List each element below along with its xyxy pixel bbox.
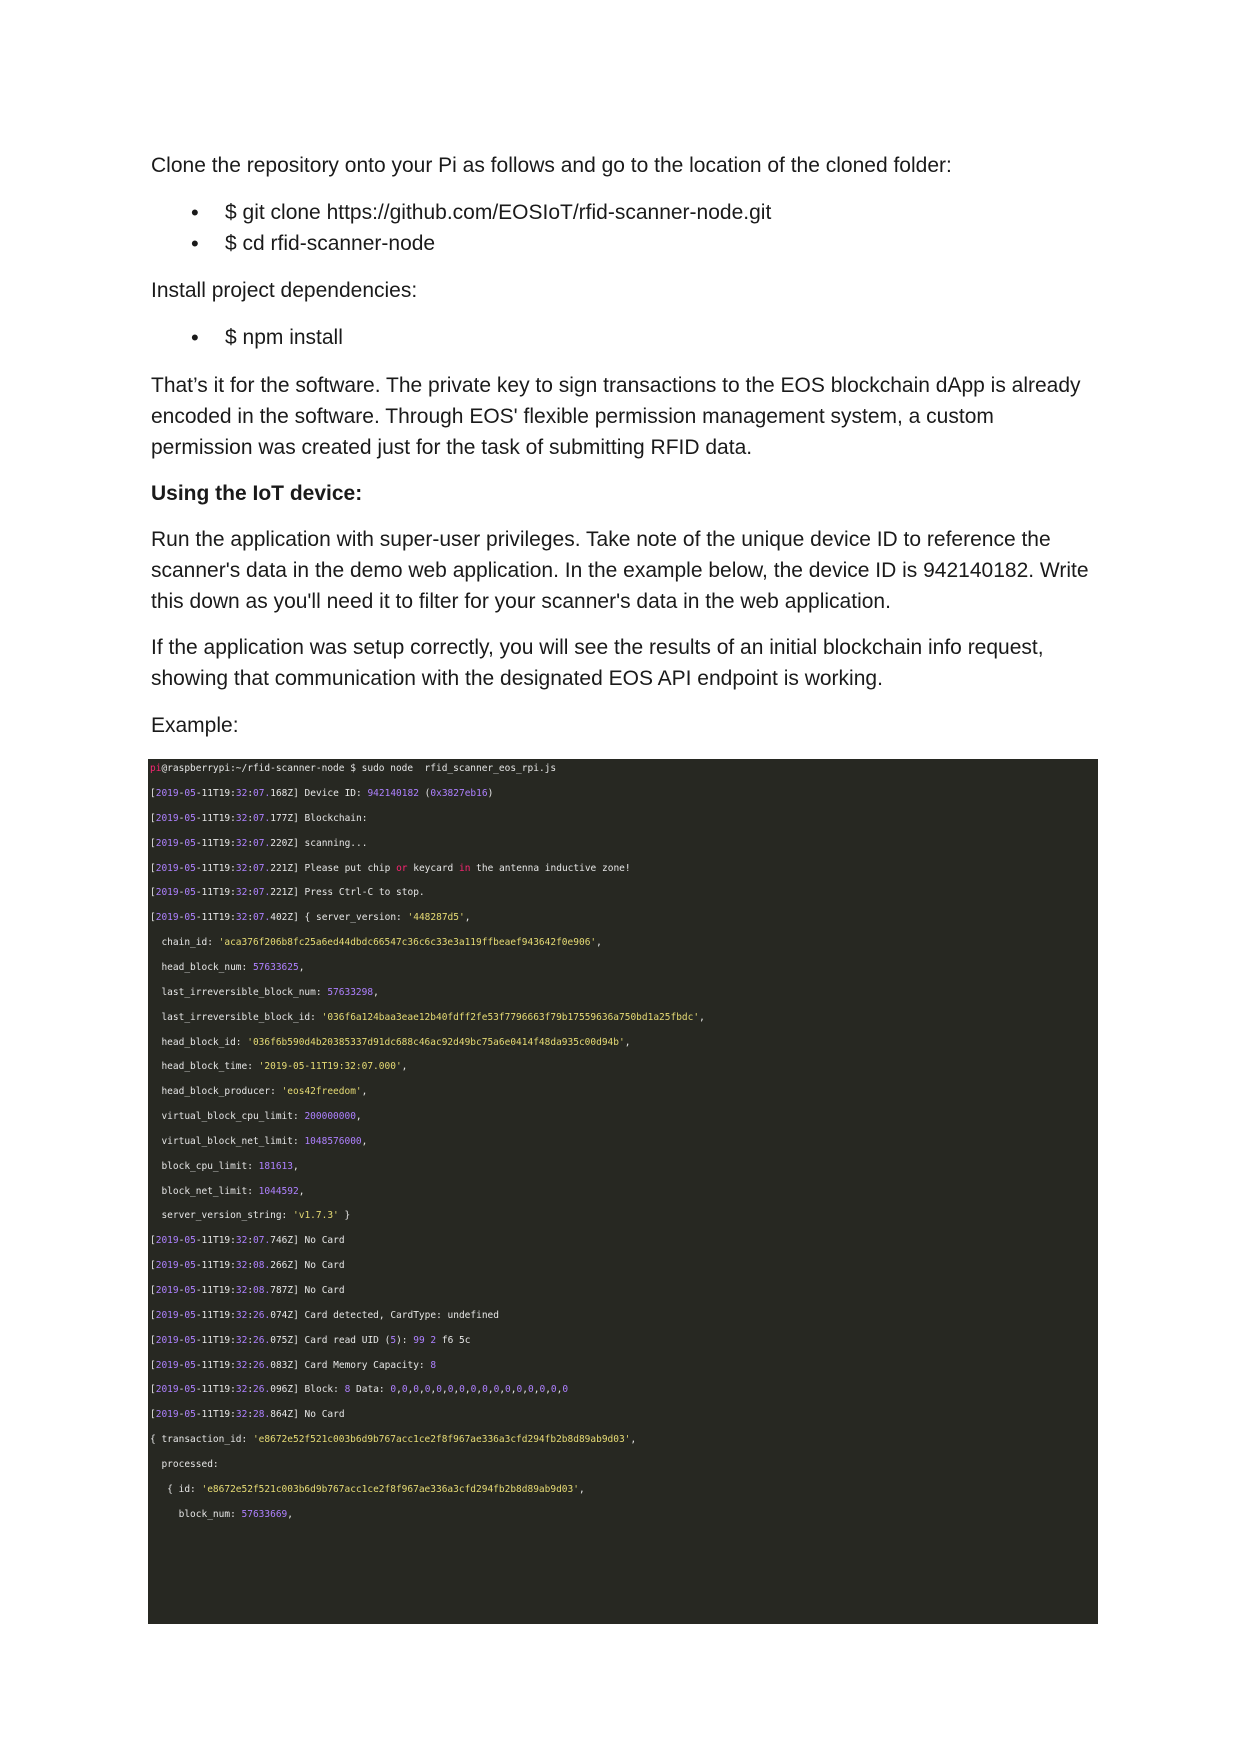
run-paragraph: Run the application with super-user privileges. Take note of the unique device ID to reference the scanner's data in the demo web application. In the example below, the device ID is 942140182. Write this down as you'll need it to filter for your scanner's data in the web application. — [151, 528, 1089, 613]
terminal-line: { transaction_id: 'e8672e52f521c003b6d9b767acc1ce2f8f967ae336a3cfd294fb2b8d89ab9d03', — [150, 1434, 637, 1446]
terminal-line: virtual_block_cpu_limit: 200000000, — [150, 1111, 362, 1123]
terminal-line: [2019-05-11T19:32:28.864Z] No Card — [150, 1409, 345, 1421]
terminal-line: server_version_string: 'v1.7.3' } — [150, 1210, 351, 1222]
intro-paragraph: Clone the repository onto your Pi as follows and go to the location of the cloned folder: — [151, 154, 952, 177]
terminal-line: [2019-05-11T19:32:07.221Z] Press Ctrl-C to stop. — [150, 887, 425, 899]
terminal-line: head_block_producer: 'eos42freedom', — [150, 1086, 368, 1098]
terminal-line: [2019-05-11T19:32:26.083Z] Card Memory Capacity: 8 — [150, 1359, 437, 1371]
terminal-line: [2019-05-11T19:32:07.177Z] Blockchain: — [150, 812, 368, 824]
terminal-line: block_num: 57633669, — [150, 1508, 294, 1520]
terminal-line: [2019-05-11T19:32:08.266Z] No Card — [150, 1260, 345, 1272]
terminal-line: head_block_id: '036f6b590d4b20385337d91dc688c46ac92d49bc75a6e0414f48da935c00d94b', — [150, 1036, 631, 1048]
terminal-line: [2019-05-11T19:32:07.746Z] No Card — [150, 1235, 345, 1247]
terminal-line: block_net_limit: 1044592, — [150, 1185, 305, 1197]
terminal-line: [2019-05-11T19:32:26.075Z] Card read UID (5): 99 2 f6 5c — [150, 1334, 471, 1346]
terminal-line: block_cpu_limit: 181613, — [150, 1160, 299, 1172]
terminal-line: [2019-05-11T19:32:26.096Z] Block: 8 Data: 0,0,0,0,0,0,0,0,0,0,0,0,0,0,0,0 — [150, 1384, 569, 1396]
cd-step: • $ cd rfid-scanner-node — [151, 228, 771, 259]
terminal-prompt-line — [150, 763, 556, 775]
deps-steps-list — [151, 322, 343, 353]
terminal-line: [2019-05-11T19:32:07.402Z] { server_version: '448287d5', — [150, 912, 471, 924]
terminal-line: { id: 'e8672e52f521c003b6d9b767acc1ce2f8f967ae336a3cfd294fb2b8d89ab9d03', — [150, 1483, 585, 1495]
clone-step: • $ git clone https://github.com/EOSIoT/rfid-scanner-node.git — [151, 197, 771, 228]
deps-heading: Install project dependencies: — [151, 279, 418, 302]
terminal-line: virtual_block_net_limit: 1048576000, — [150, 1135, 368, 1147]
terminal-line: processed: — [150, 1458, 219, 1470]
prompt-command: @raspberrypi:~/rfid-scanner-node $ sudo node rfid_scanner_eos_rpi.js — [161, 763, 557, 774]
terminal-line: last_irreversible_block_num: 57633298, — [150, 986, 379, 998]
terminal-line: head_block_time: '2019-05-11T19:32:07.000', — [150, 1061, 408, 1073]
clone-steps-list — [151, 197, 771, 259]
terminal-line: [2019-05-11T19:32:07.220Z] scanning... — [150, 837, 368, 849]
terminal-line: [2019-05-11T19:32:07.168Z] Device ID: 942140182 (0x3827eb16) — [150, 788, 494, 799]
terminal-line: [2019-05-11T19:32:07.221Z] Please put chip or keycard in the antenna inductive zone! — [150, 862, 631, 874]
terminal-line: last_irreversible_block_id: '036f6a124baa3eae12b40fdff2fe53f7796663f79b17559636a750bd1a25fbdc', — [150, 1011, 705, 1023]
section-heading: Using the IoT device: — [151, 482, 363, 505]
terminal-screenshot — [148, 759, 1098, 1624]
example-label: Example: — [151, 714, 239, 737]
software-paragraph: That’s it for the software. The private key to sign transactions to the EOS blockchain dApp is already encoded in the software. Through EOS' flexible permission management system, a custom permission was created just for the task of submitting RFID data. — [151, 374, 1081, 459]
terminal-line: head_block_num: 57633625, — [150, 961, 305, 973]
setup-paragraph: If the application was setup correctly, you will see the results of an initial blockchain info request, showing that communication with the designated EOS API endpoint is working. — [151, 636, 1044, 690]
terminal-line: [2019-05-11T19:32:08.787Z] No Card — [150, 1285, 345, 1296]
terminal-line: chain_id: 'aca376f206b8fc25a6ed44dbdc66547c36c6c33e3a119ffbeaef943642f0e906', — [150, 937, 602, 949]
npm-install-step: • $ npm install — [151, 322, 343, 353]
terminal-line: [2019-05-11T19:32:26.074Z] Card detected, CardType: undefined — [150, 1309, 499, 1321]
prompt-user: pi — [150, 763, 162, 774]
